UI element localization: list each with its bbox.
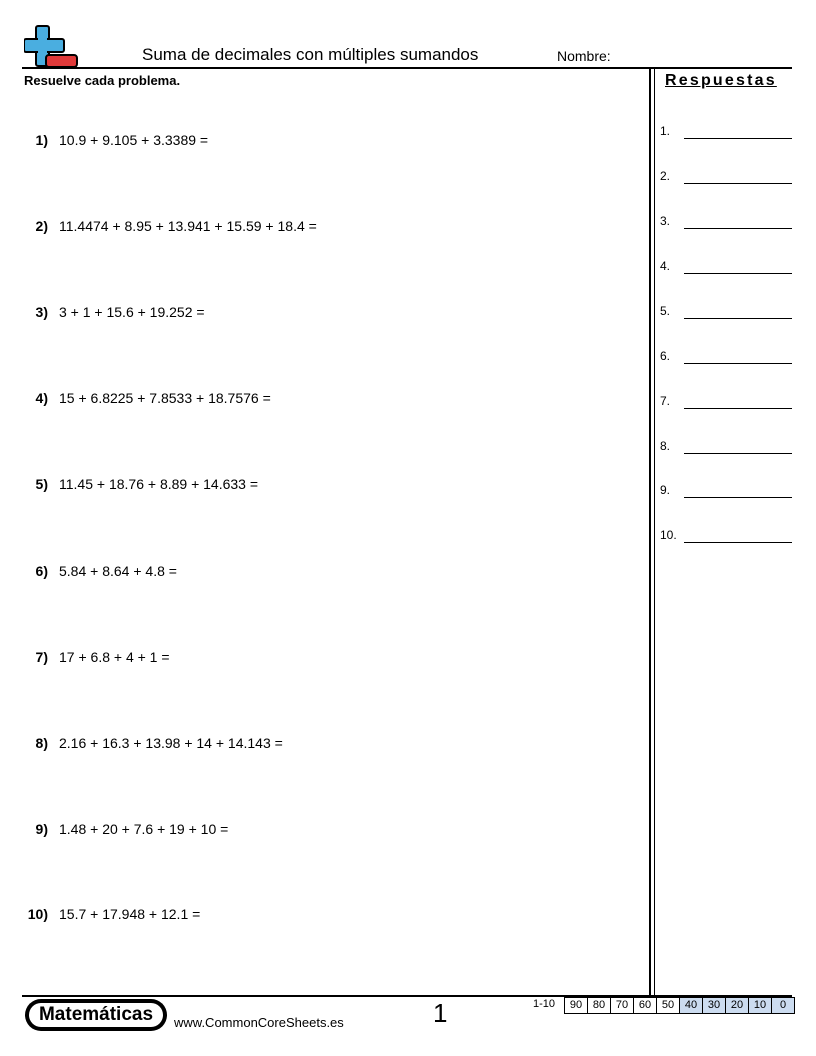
problem-number: 4) xyxy=(35,390,48,406)
score-cell: 10 xyxy=(749,997,772,1014)
brand-badge xyxy=(25,999,167,1031)
score-table xyxy=(564,997,795,1013)
problem-text: 17 + 6.8 + 4 + 1 = xyxy=(59,649,170,665)
answer-line[interactable] xyxy=(684,273,792,274)
answer-line[interactable] xyxy=(684,363,792,364)
answer-line[interactable] xyxy=(684,497,792,498)
plus-minus-logo-icon xyxy=(24,24,80,70)
answer-line[interactable] xyxy=(684,228,792,229)
answer-line[interactable] xyxy=(684,453,792,454)
answer-line[interactable] xyxy=(684,408,792,409)
problem-text: 11.45 + 18.76 + 8.89 + 14.633 = xyxy=(59,476,259,492)
score-cell: 0 xyxy=(772,997,795,1014)
problem-number: 7) xyxy=(35,649,48,665)
problem-number: 8) xyxy=(35,735,48,751)
name-label: Nombre: xyxy=(557,48,611,64)
answer-number: 10. xyxy=(660,528,677,542)
answer-number: 7. xyxy=(660,394,671,408)
answer-number: 2. xyxy=(660,169,671,183)
score-cell: 70 xyxy=(611,997,634,1014)
answer-number: 8. xyxy=(660,439,671,453)
problem-text: 1.48 + 20 + 7.6 + 19 + 10 = xyxy=(59,821,229,837)
problem-number: 10) xyxy=(27,906,48,922)
problem-text: 15 + 6.8225 + 7.8533 + 18.7576 = xyxy=(59,390,271,406)
site-url: www.CommonCoreSheets.es xyxy=(174,1015,344,1030)
problem-text: 15.7 + 17.948 + 12.1 = xyxy=(59,906,201,922)
problem-number: 6) xyxy=(35,563,48,579)
brand-label: Matemáticas xyxy=(29,1003,163,1027)
problem-number: 1) xyxy=(35,132,48,148)
page-number: 1 xyxy=(433,998,448,1028)
problem-number: 9) xyxy=(35,821,48,837)
problem-text: 10.9 + 9.105 + 3.3389 = xyxy=(59,132,209,148)
answer-number: 4. xyxy=(660,259,671,273)
problem-text: 3 + 1 + 15.6 + 19.252 = xyxy=(59,304,205,320)
answer-number: 6. xyxy=(660,349,671,363)
problem-text: 11.4474 + 8.95 + 13.941 + 15.59 + 18.4 = xyxy=(59,218,317,234)
answers-divider xyxy=(649,67,651,995)
score-cell: 40 xyxy=(680,997,703,1014)
answer-number: 9. xyxy=(660,483,671,497)
instructions: Resuelve cada problema. xyxy=(24,73,181,88)
problem-number: 2) xyxy=(35,218,48,234)
score-range: 1-10 xyxy=(533,998,556,1010)
answer-number: 3. xyxy=(660,214,671,228)
score-cell: 80 xyxy=(588,997,611,1014)
answer-line[interactable] xyxy=(684,138,792,139)
answer-number: 1. xyxy=(660,124,671,138)
problem-number: 3) xyxy=(35,304,48,320)
problem-text: 2.16 + 16.3 + 13.98 + 14 + 14.143 = xyxy=(59,735,283,751)
answer-line[interactable] xyxy=(684,542,792,543)
score-cell: 50 xyxy=(657,997,680,1014)
problem-number: 5) xyxy=(35,476,48,492)
answers-divider-inner xyxy=(654,67,655,995)
answers-title: Respuestas xyxy=(665,72,777,89)
header-divider xyxy=(22,67,792,69)
problem-text: 5.84 + 8.64 + 4.8 = xyxy=(59,563,177,579)
score-cell: 30 xyxy=(703,997,726,1014)
score-cell: 20 xyxy=(726,997,749,1014)
worksheet-title: Suma de decimales con múltiples sumandos xyxy=(142,45,479,64)
score-cell: 60 xyxy=(634,997,657,1014)
score-cell: 90 xyxy=(564,997,588,1014)
answer-line[interactable] xyxy=(684,183,792,184)
answer-number: 5. xyxy=(660,304,671,318)
answer-line[interactable] xyxy=(684,318,792,319)
